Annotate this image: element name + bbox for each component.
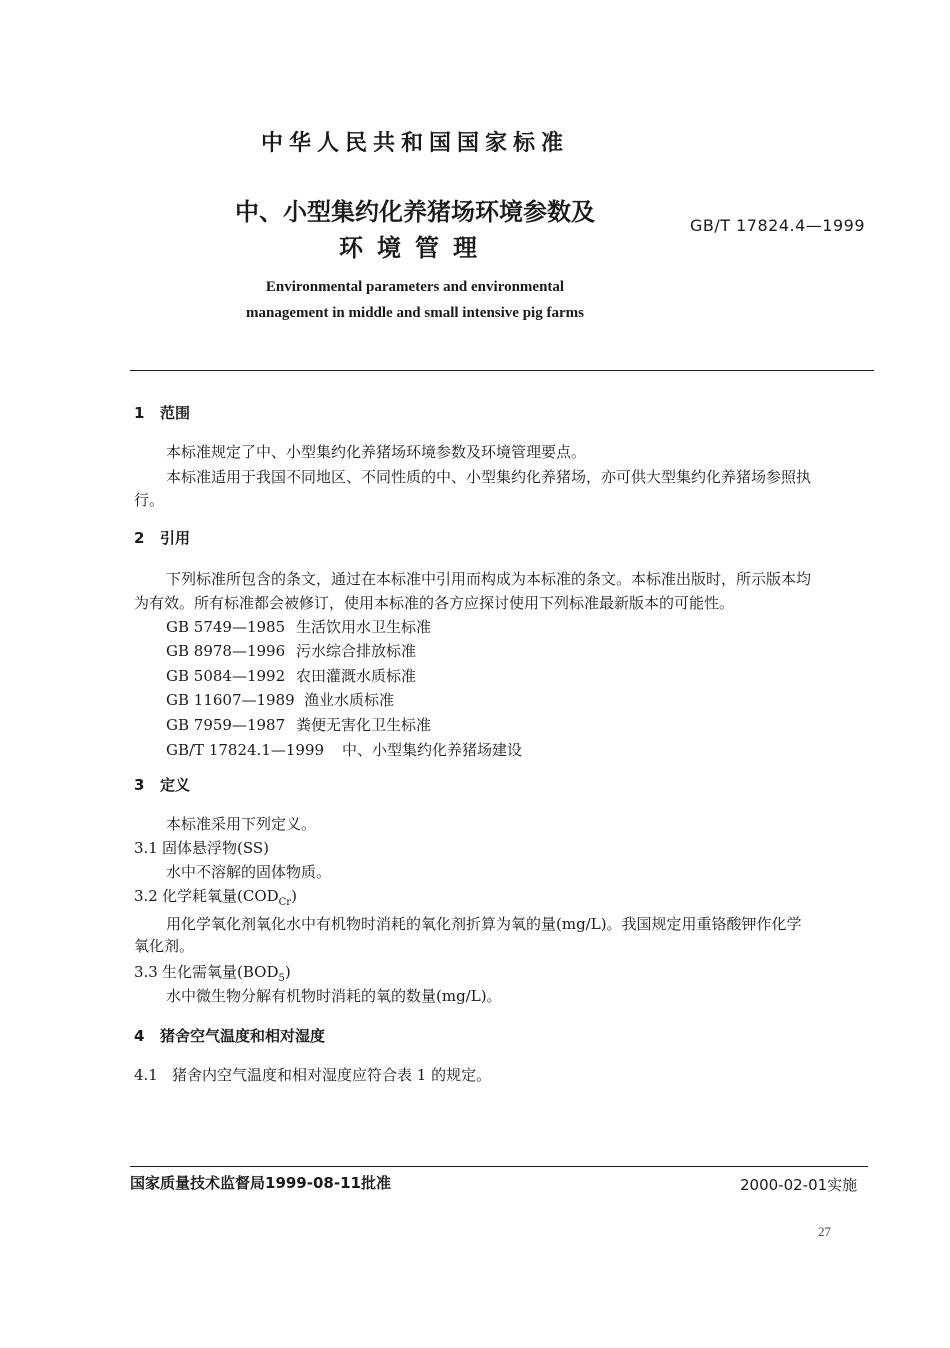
definition-heading: [134, 885, 297, 908]
reference-item: [166, 739, 522, 760]
reference-code: GB 5749—1985: [166, 618, 286, 636]
reference-item: [166, 640, 416, 661]
clause: [134, 1064, 491, 1085]
subscript: 5: [278, 973, 285, 984]
definition-term: 固体悬浮物(SS): [162, 839, 269, 857]
section-title: 范围: [160, 404, 191, 422]
paragraph: 为有效。所有标准都会被修订，使用本标准的各方应探讨使用下列标准最新版本的可能性。: [134, 594, 735, 612]
paragraph: 本标准规定了中、小型集约化养猪场环境参数及环境管理要点。: [166, 443, 587, 461]
reference-item: [166, 616, 431, 637]
footer-divider: [130, 1166, 868, 1167]
subscript: Cr: [278, 897, 292, 908]
definition-text: 氧化剂。: [134, 937, 195, 955]
section-3-heading: [134, 774, 190, 795]
reference-name: 渔业水质标准: [304, 691, 395, 709]
reference-name: 生活饮用水卫生标准: [296, 618, 432, 636]
definition-text: 水中不溶解的固体物质。: [166, 863, 332, 881]
clause-number: 4.1: [134, 1066, 158, 1084]
definition-term: 生化需氧量(BOD: [162, 963, 279, 981]
reference-name: 污水综合排放标准: [296, 642, 417, 660]
implementation-date: 2000-02-01实施: [740, 1176, 858, 1194]
english-title-line-2: management in middle and small intensive pig farms: [246, 305, 584, 321]
document-header: 中华人民共和国国家标准: [260, 131, 569, 156]
paragraph: 本标准采用下列定义。: [166, 815, 317, 833]
definition-heading: [134, 961, 291, 984]
reference-item: [166, 665, 416, 686]
definition-text: 水中微生物分解有机物时消耗的氧的数量(mg/L)。: [166, 987, 502, 1005]
definition-heading: [134, 837, 269, 858]
definition-text: 用化学氧化剂氧化水中有机物时消耗的氧化剂折算为氧的量(mg/L)。我国规定用重铬酸钾作化学: [166, 915, 802, 933]
section-number: 2: [134, 529, 145, 547]
definition-term-close: ): [284, 963, 291, 981]
clause-number: 3.3: [134, 963, 158, 981]
definition-term: 化学耗氧量(COD: [162, 887, 279, 905]
paragraph: 本标准适用于我国不同地区、不同性质的中、小型集约化养猪场，亦可供大型集约化养猪场参照执: [166, 468, 812, 486]
standard-number: GB/T 17824.4—1999: [690, 216, 866, 235]
definition-term-close: ): [291, 887, 297, 905]
approval-info: 国家质量技术监督局1999-08-11批准: [130, 1174, 391, 1192]
section-title: 定义: [160, 776, 191, 794]
reference-code: GB 8978—1996: [166, 642, 286, 660]
reference-name: 农田灌溉水质标准: [296, 667, 417, 685]
reference-code: GB 7959—1987: [166, 716, 286, 734]
section-number: 3: [134, 776, 145, 794]
reference-name: 粪便无害化卫生标准: [296, 716, 432, 734]
section-2-heading: [134, 527, 190, 548]
header-divider: [130, 370, 874, 371]
clause-number: 3.2: [134, 887, 158, 905]
paragraph: 下列标准所包含的条文，通过在本标准中引用而构成为本标准的条文。本标准出版时，所示版本均: [166, 570, 812, 588]
clause-number: 3.1: [134, 839, 158, 857]
reference-name: 中、小型集约化养猪场建设: [342, 741, 523, 759]
english-title-line-1: Environmental parameters and environmental: [265, 279, 565, 295]
section-1-heading: [134, 402, 190, 423]
section-title: 猪舍空气温度和相对湿度: [160, 1027, 326, 1045]
section-4-heading: [134, 1025, 325, 1046]
page-number: 27: [818, 1224, 831, 1239]
title-line-2: 环境管理: [339, 234, 491, 262]
clause-text: 猪舍内空气温度和相对湿度应符合表 1 的规定。: [172, 1066, 492, 1084]
title-line-1: 中、小型集约化养猪场环境参数及: [235, 198, 595, 226]
reference-item: [166, 714, 431, 735]
reference-code: GB 11607—1989: [166, 691, 295, 709]
paragraph: 行。: [134, 491, 165, 509]
reference-code: GB 5084—1992: [166, 667, 286, 685]
section-number: 4: [134, 1027, 145, 1045]
reference-item: [166, 689, 394, 710]
reference-code: GB/T 17824.1—1999: [166, 741, 325, 759]
section-title: 引用: [160, 529, 191, 547]
section-number: 1: [134, 404, 145, 422]
